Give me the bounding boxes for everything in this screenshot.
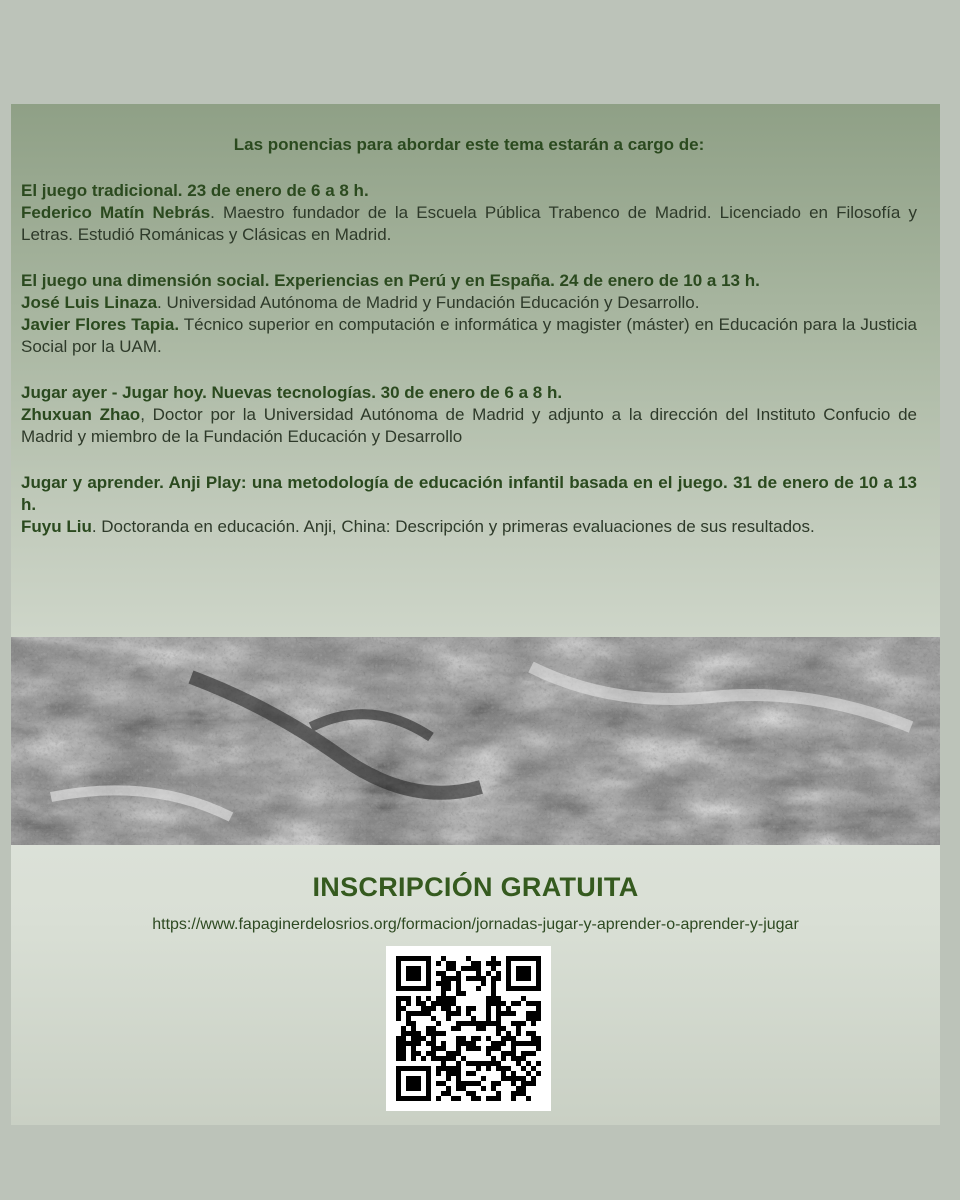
program-text	[21, 128, 917, 562]
crumpled-texture	[11, 637, 940, 845]
poster	[11, 104, 940, 1125]
session-title: Jugar y aprender. Anji Play: una metodología de educación infantil basada en el juego. 31 de enero de 10 a 13 h.	[21, 473, 917, 514]
speaker-desc: , Doctor por la Universidad Autónoma de Madrid y adjunto a la dirección del Instituto Confucio de Madrid y miembro de la Fundación Educación y Desarrollo	[21, 405, 917, 446]
intro-heading: Las ponencias para abordar este tema estarán a cargo de:	[233, 135, 705, 154]
qr-code-icon	[386, 946, 551, 1111]
speaker	[21, 516, 917, 538]
session-1	[21, 180, 917, 246]
session-3	[21, 382, 917, 448]
session-title: El juego tradicional. 23 de enero de 6 a 8 h.	[21, 181, 369, 200]
speaker	[21, 404, 917, 448]
registration-link[interactable]: https://www.fapaginerdelosrios.org/formacion/jornadas-jugar-y-aprender-o-aprender-y-jugar	[152, 916, 799, 933]
speaker	[21, 202, 917, 246]
speaker-desc: Técnico superior en computación e informática y magister (máster) en Educación para la Justicia Social por la UAM.	[21, 315, 918, 356]
speaker	[21, 292, 917, 314]
speaker-name: Zhuxuan Zhao	[21, 405, 141, 424]
speaker-desc: . Doctoranda en educación. Anji, China: Descripción y primeras evaluaciones de sus resultados.	[91, 517, 815, 536]
speaker-name: Federico Matín Nebrás	[21, 203, 211, 222]
texture-image	[11, 637, 940, 845]
session-4	[21, 472, 917, 538]
session-2	[21, 270, 917, 358]
speaker-name: Javier Flores Tapia.	[21, 315, 180, 334]
speaker-desc: . Maestro fundador de la Escuela Pública Trabenco de Madrid. Licenciado en Filosofía y Letras. Estudió Románicas y Clásicas en Madrid.	[21, 203, 918, 244]
speaker-desc: . Universidad Autónoma de Madrid y Fundación Educación y Desarrollo.	[157, 293, 700, 312]
speaker-name: Fuyu Liu	[21, 517, 92, 536]
session-title: Jugar ayer - Jugar hoy. Nuevas tecnologías. 30 de enero de 6 a 8 h.	[21, 383, 563, 402]
speaker	[21, 314, 917, 358]
registration-heading: INSCRIPCIÓN GRATUITA	[312, 872, 639, 902]
speaker-name: José Luis Linaza	[21, 293, 158, 312]
qr-code	[386, 946, 551, 1111]
session-title: El juego una dimensión social. Experiencias en Perú y en España. 24 de enero de 10 a 13 h.	[21, 271, 760, 290]
